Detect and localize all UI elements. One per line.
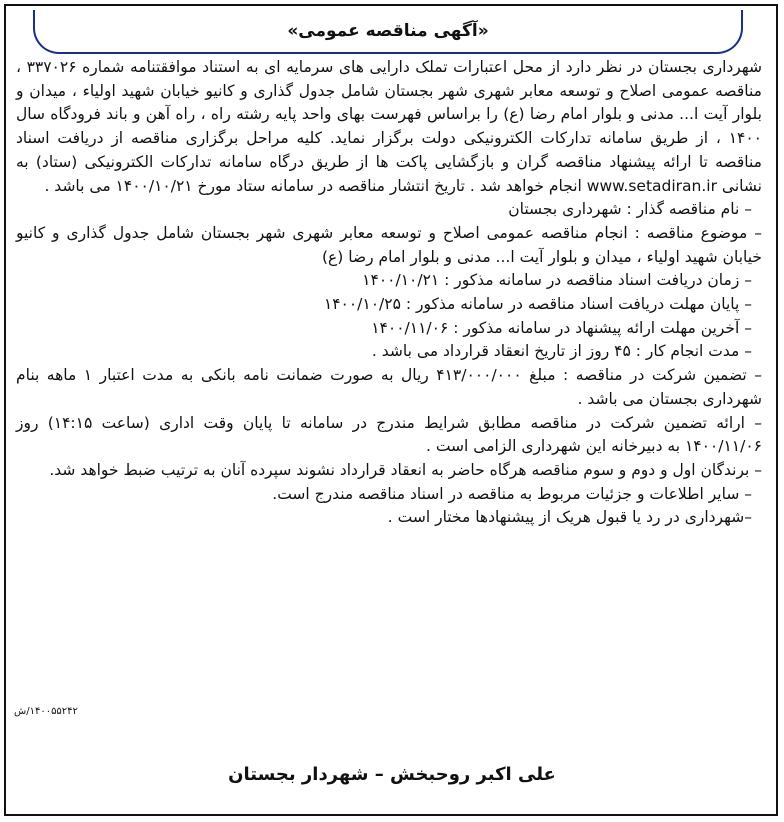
notice-code: ۱۴۰۰۵۵۲۴۲/ش [14,706,78,717]
item-subject: – موضوع مناقصه : انجام مناقصه عمومی اصلاح و توسعه معابر شهری شهر بجستان شامل جدول گذاری و کانیو خیابان شهید اولیاء ، میدان و بلوار آیت ا... مدنی و بلوار امام رضا (ع) [16,223,762,266]
item-bid-deadline: – آخرین مهلت ارائه پیشنهاد در سامانه مذکور : ۱۴۰۰/۱۱/۰۶ [371,318,752,337]
notice-body [16,56,762,530]
item-duration: – مدت انجام کار : ۴۵ روز از تاریخ انعقاد قرارداد می باشد . [371,342,752,361]
intro-paragraph: شهرداری بجستان در نظر دارد از محل اعتبارات تملک دارایی های سرمایه ای به استناد موافقتنامه شماره ۳۳۷۰۲۶ ، مناقصه عمومی اصلاح و توسعه معابر شهری شهر بجستان شامل جدول گذاری و کانیو خیابان شهید اولیاء ، میدان و بلوار آیت ا... مدنی و بلوار امام رضا (ع) را براساس فهرست بهای واحد پایه رشته راه ، راه آهن و باند فرودگاه سال ۱۴۰۰ ، از طریق سامانه تدارکات الکترونیکی دولت برگزار نماید. کلیه مراحل برگزاری مناقصه از دریافت اسناد مناقصه تا ارائه پیشنهاد مناقصه گران و بازگشایی پاکت ها از طریق درگاه سامانه تدارکات الکترونیکی (ستاد) به نشانی www.setadiran.ir انجام خواهد شد . تاریخ انتشار مناقصه در سامانه ستاد مورخ ۱۴۰۰/۱۰/۲۱ می باشد . [16,58,762,195]
item-guarantee-submission: – ارائه تضمین شرکت در مناقصه مطابق شرایط مندرج در سامانه تا پایان وقت اداری (ساعت ۱۴:۱۵) روز ۱۴۰۰/۱۱/۰۶ به دبیرخانه این شهرداری الزامی است . [16,413,762,456]
item-receive-date: – زمان دریافت اسناد مناقصه در سامانه مذکور : ۱۴۰۰/۱۰/۲۱ [362,271,752,290]
item-organizer: – نام مناقصه گذار : شهرداری بجستان [508,200,752,219]
item-guarantee: – تضمین شرکت در مناقصه : مبلغ ۴۱۳/۰۰۰/۰۰۰ ریال به صورت ضمانت نامه بانکی به مدت اعتبار ۱ ماهه بنام شهرداری بجستان می باشد . [16,366,762,408]
item-winners: – برندگان اول و دوم و سوم مناقصه هرگاه حاضر به انعقاد قرارداد نشوند سپرده آنان به ترتیب ضبط خواهد شد. [49,460,762,479]
item-other-info: – سایر اطلاعات و جزئیات مربوط به مناقصه در اسناد مناقصه مندرج است. [272,484,752,503]
signature: علی اکبر روحبخش – شهردار بجستان [228,764,556,785]
item-receive-deadline: – پایان مهلت دریافت اسناد مناقصه در سامانه مذکور : ۱۴۰۰/۱۰/۲۵ [323,295,752,314]
item-rights: –شهرداری در رد یا قبول هریک از پیشنهادها مختار است . [387,508,752,527]
notice-title: «آگهی مناقصه عمومی» [287,21,489,41]
title-banner [33,10,743,54]
